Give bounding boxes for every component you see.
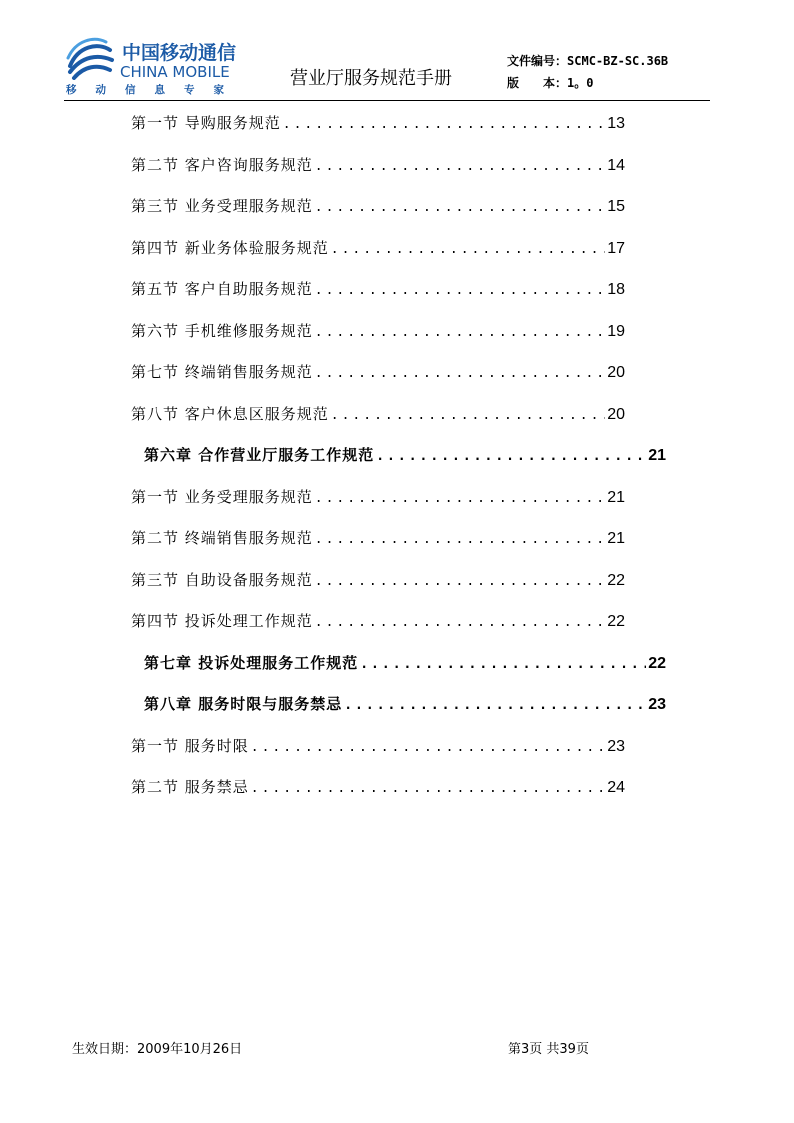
toc-entry-title: 第五节 客户自助服务规范 (131, 280, 313, 298)
document-info (507, 50, 668, 94)
toc-section-entry[interactable] (131, 237, 625, 258)
header-divider (64, 100, 710, 101)
effective-date: 生效日期：2009年10月26日 (72, 1042, 243, 1057)
toc-page-number: 22 (648, 654, 666, 672)
toc-dot-leader (315, 159, 605, 174)
toc-entry-title: 第六章 合作营业厅服务工作规范 (144, 446, 375, 464)
toc-page-number: 17 (607, 239, 625, 257)
toc-dot-leader (315, 366, 605, 381)
toc-dot-leader (283, 117, 605, 132)
toc-dot-leader (315, 200, 605, 215)
toc-page-number: 20 (607, 405, 625, 423)
toc-page-number: 14 (607, 156, 625, 174)
toc-page-number: 15 (607, 198, 625, 215)
toc-entry-title: 第七节 终端销售服务规范 (131, 363, 313, 381)
toc-entry-title: 第二节 客户咨询服务规范 (131, 155, 313, 174)
toc-page-number: 22 (607, 613, 625, 630)
toc-entry-title: 第二节 服务禁忌 (131, 778, 249, 796)
toc-section-entry[interactable] (131, 735, 625, 756)
toc-page-number: 23 (648, 696, 666, 713)
toc-dot-leader (315, 283, 605, 298)
logo-slogan: 移动信息专家 (66, 84, 243, 96)
toc-page-number: 22 (607, 571, 625, 589)
toc-dot-leader (251, 740, 605, 755)
toc-section-entry[interactable] (131, 154, 625, 175)
toc-page-number: 19 (607, 322, 625, 340)
toc-entry-title: 第八章 服务时限与服务禁忌 (144, 695, 343, 713)
toc-section-entry[interactable] (131, 195, 625, 216)
toc-section-entry[interactable] (131, 403, 625, 424)
toc-dot-leader (251, 781, 605, 796)
toc-dot-leader (344, 698, 646, 713)
doc-number-label: 文件编号： (507, 54, 568, 68)
toc-page-number: 21 (607, 488, 625, 506)
toc-section-entry[interactable] (131, 361, 625, 382)
toc-page-number: 23 (607, 737, 625, 755)
toc-section-entry[interactable] (131, 278, 625, 299)
toc-page-number: 20 (607, 364, 625, 381)
toc-entry-title: 第三节 业务受理服务规范 (131, 197, 313, 215)
logo-text-cn: 中国移动通信 (122, 42, 237, 64)
toc-dot-leader (315, 491, 605, 506)
toc-section-entry[interactable] (131, 320, 625, 341)
toc-dot-leader (331, 408, 605, 423)
toc-chapter-entry[interactable] (144, 444, 666, 465)
toc-page-number: 24 (607, 779, 625, 796)
version-label: 版 本： (507, 76, 568, 90)
toc-dot-leader (376, 449, 646, 464)
china-mobile-logo (64, 30, 264, 100)
toc-entry-title: 第四节 投诉处理工作规范 (131, 612, 313, 630)
toc-chapter-entry[interactable] (144, 693, 666, 714)
toc-page-number: 18 (607, 281, 625, 298)
version-line (507, 72, 668, 94)
toc-section-entry[interactable] (131, 486, 625, 507)
doc-number-line (507, 50, 668, 72)
manual-title: 营业厅服务规范手册 (290, 68, 452, 89)
china-mobile-logo-icon (64, 36, 116, 80)
toc-entry-title: 第一节 服务时限 (131, 736, 249, 755)
toc-dot-leader (315, 325, 605, 340)
toc-entry-title: 第三节 自助设备服务规范 (131, 570, 313, 589)
page-header (0, 0, 794, 104)
toc-entry-title: 第一节 业务受理服务规范 (131, 487, 313, 506)
toc-dot-leader (315, 574, 605, 589)
toc-section-entry[interactable] (131, 569, 625, 590)
toc-chapter-entry[interactable] (144, 652, 666, 673)
toc-page-number: 21 (607, 530, 625, 547)
toc-dot-leader (315, 532, 605, 547)
logo-text-en: CHINA MOBILE (120, 63, 230, 81)
toc-dot-leader (315, 615, 605, 630)
version-value: 1。0 (567, 76, 594, 90)
doc-number: SCMC-BZ-SC.36B (567, 54, 669, 68)
toc-section-entry[interactable] (131, 776, 625, 797)
toc-entry-title: 第七章 投诉处理服务工作规范 (144, 653, 359, 672)
toc-dot-leader (331, 242, 605, 257)
toc-page-number: 13 (607, 115, 625, 132)
toc-section-entry[interactable] (131, 527, 625, 548)
toc-entry-title: 第一节 导购服务规范 (131, 114, 281, 132)
page-number: 第3页 共39页 (508, 1042, 589, 1057)
toc-section-entry[interactable] (131, 610, 625, 631)
toc-section-entry[interactable] (131, 112, 625, 133)
toc-entry-title: 第八节 客户休息区服务规范 (131, 404, 329, 423)
toc-entry-title: 第四节 新业务体验服务规范 (131, 238, 329, 257)
toc-entry-title: 第二节 终端销售服务规范 (131, 529, 313, 547)
toc-page-number: 21 (648, 447, 666, 464)
toc-entry-title: 第六节 手机维修服务规范 (131, 321, 313, 340)
toc-dot-leader (360, 657, 646, 672)
